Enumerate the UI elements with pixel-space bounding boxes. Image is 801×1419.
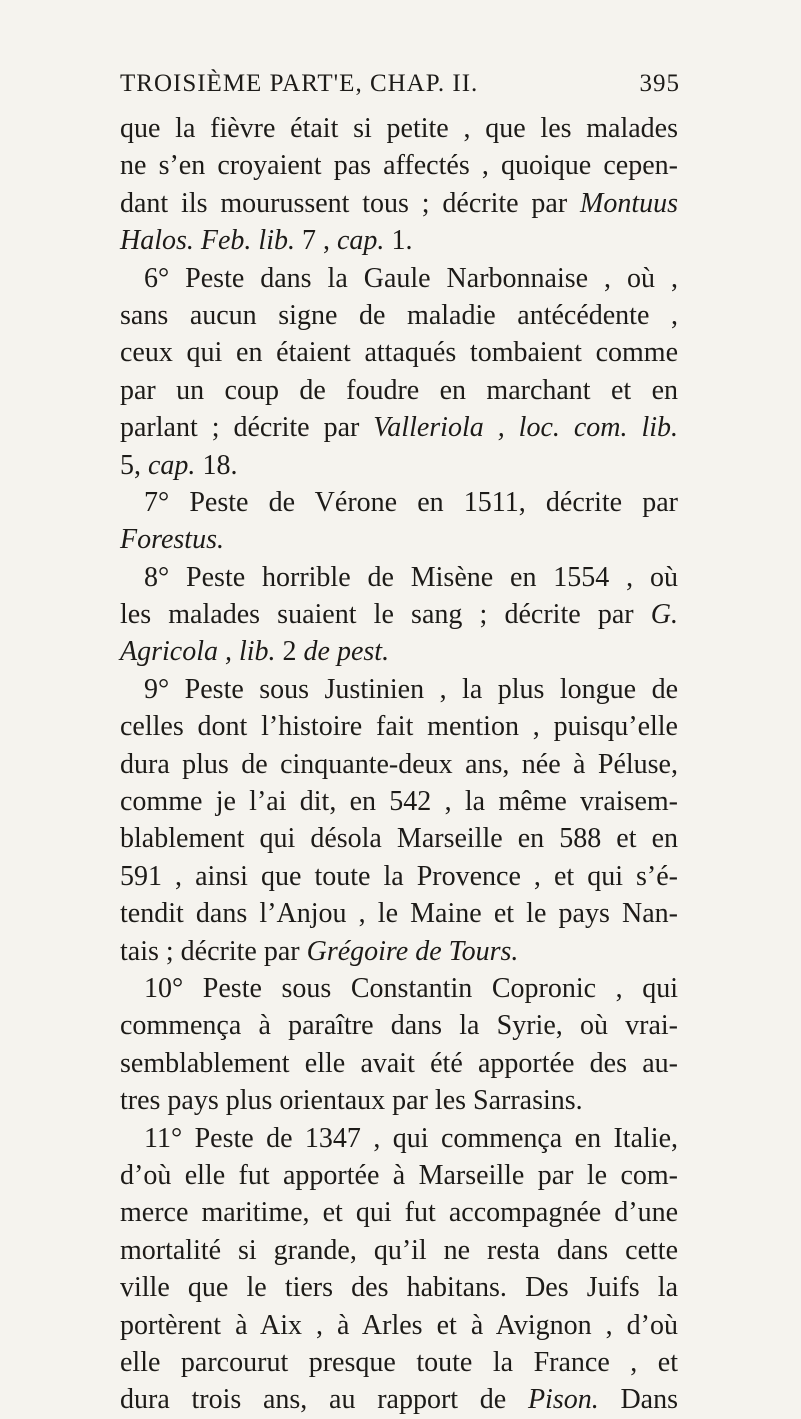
- text-segment: 18.: [195, 449, 238, 481]
- text-line: [120, 297, 678, 334]
- text-segment: semblablement elle avait été apportée des au-: [120, 1047, 678, 1079]
- text-line: [120, 858, 678, 895]
- italic-text-segment: G.: [650, 599, 678, 631]
- text-segment: ne s’en croyaient pas affectés , quoique cepen-: [120, 150, 678, 182]
- text-line: [120, 671, 678, 708]
- text-line: [120, 559, 678, 596]
- text-segment: ville que le tiers des habitans. Des Juifs la: [120, 1272, 678, 1304]
- italic-text-segment: Pison.: [527, 1384, 599, 1416]
- text-segment: d’où elle fut apportée à Marseille par le com-: [120, 1159, 678, 1191]
- text-line: [120, 484, 678, 521]
- text-line: [120, 147, 678, 184]
- text-segment: parlant ; décrite par: [120, 412, 374, 444]
- text-segment: blablement qui désola Marseille en 588 et en: [120, 823, 678, 855]
- text-segment: 7 ,: [295, 225, 337, 257]
- text-line: [120, 521, 678, 558]
- page-number: 395: [639, 70, 680, 97]
- text-segment: dura trois ans, au rapport de: [120, 1384, 528, 1416]
- text-segment: 5,: [120, 449, 148, 481]
- text-line: [120, 222, 678, 259]
- text-line: [120, 895, 678, 932]
- text-line: [120, 1082, 678, 1119]
- text-segment: sans aucun signe de maladie antécédente ,: [120, 299, 678, 331]
- text-line: [120, 1007, 678, 1044]
- text-line: [120, 970, 678, 1007]
- running-title: TROISIÈME PART'E, CHAP. II.: [120, 70, 479, 97]
- text-segment: 11° Peste de 1347 , qui commença en Italie,: [144, 1122, 678, 1154]
- text-line: [120, 1344, 678, 1381]
- text-segment: 8° Peste horrible de Misène en 1554 , où: [144, 561, 678, 593]
- italic-text-segment: Forestus.: [120, 524, 224, 556]
- text-segment: comme je l’ai dit, en 542 , la même vraisem-: [120, 786, 678, 818]
- text-line: [120, 110, 678, 147]
- text-segment: Dans: [598, 1384, 678, 1416]
- text-line: [120, 1045, 678, 1082]
- text-line: [120, 1157, 678, 1194]
- italic-text-segment: Halos. Feb. lib.: [120, 225, 295, 257]
- text-segment: 2: [275, 636, 304, 668]
- text-line: [120, 783, 678, 820]
- text-line: [120, 708, 678, 745]
- running-header: [120, 70, 680, 102]
- text-line: [120, 409, 678, 446]
- text-line: [120, 447, 678, 484]
- text-segment: les malades suaient le sang ; décrite par: [120, 599, 651, 631]
- text-line: [120, 1232, 678, 1269]
- italic-text-segment: Grégoire de Tours.: [306, 935, 519, 967]
- text-segment: 10° Peste sous Constantin Copronic , qui: [144, 972, 678, 1004]
- text-segment: dant ils mourussent tous ; décrite par: [120, 187, 580, 219]
- text-segment: ceux qui en étaient attaqués tombaient comme: [120, 337, 678, 369]
- text-line: [120, 1269, 678, 1306]
- text-segment: tais ; décrite par: [120, 935, 307, 967]
- text-segment: 7° Peste de Vérone en 1511, décrite par: [144, 486, 678, 518]
- italic-text-segment: Agricola , lib.: [120, 636, 276, 668]
- text-line: [120, 1381, 678, 1418]
- text-segment: dura plus de cinquante-deux ans, née à Péluse,: [120, 748, 678, 780]
- text-segment: mortalité si grande, qu’il ne resta dans cette: [120, 1234, 678, 1266]
- text-segment: 591 , ainsi que toute la Provence , et qui s’é-: [120, 860, 678, 892]
- text-segment: celles dont l’histoire fait mention , puisqu’elle: [120, 711, 678, 743]
- text-segment: par un coup de foudre en marchant et en: [120, 374, 678, 406]
- text-segment: tres pays plus orientaux par les Sarrasins.: [120, 1085, 583, 1117]
- text-line: [120, 596, 678, 633]
- text-segment: 6° Peste dans la Gaule Narbonnaise , où ,: [144, 262, 678, 294]
- text-segment: elle parcourut presque toute la France , et: [120, 1346, 678, 1378]
- text-line: [120, 633, 678, 670]
- text-line: [120, 933, 678, 970]
- italic-text-segment: cap.: [148, 449, 196, 481]
- text-segment: portèrent à Aix , à Arles et à Avignon , d’où: [120, 1309, 678, 1341]
- text-line: [120, 334, 678, 371]
- text-segment: 1.: [384, 225, 413, 257]
- text-line: [120, 1307, 678, 1344]
- text-segment: tendit dans l’Anjou , le Maine et le pays Nan-: [120, 898, 678, 930]
- text-line: [120, 260, 678, 297]
- text-line: [120, 820, 678, 857]
- text-line: [120, 372, 678, 409]
- italic-text-segment: de pest.: [303, 636, 390, 668]
- italic-text-segment: Valleriola , loc. com. lib.: [373, 412, 679, 444]
- italic-text-segment: Montuus: [580, 187, 678, 219]
- text-segment: merce maritime, et qui fut accompagnée d’une: [120, 1197, 678, 1229]
- text-segment: que la fièvre était si petite , que les malades: [120, 113, 678, 144]
- text-line: [120, 746, 678, 783]
- text-line: [120, 185, 678, 222]
- italic-text-segment: cap.: [337, 225, 385, 257]
- text-line: [120, 1120, 678, 1157]
- text-segment: commença à paraître dans la Syrie, où vrai-: [120, 1010, 678, 1042]
- body-text: [120, 110, 678, 1419]
- text-segment: 9° Peste sous Justinien , la plus longue de: [144, 673, 678, 705]
- text-line: [120, 1194, 678, 1231]
